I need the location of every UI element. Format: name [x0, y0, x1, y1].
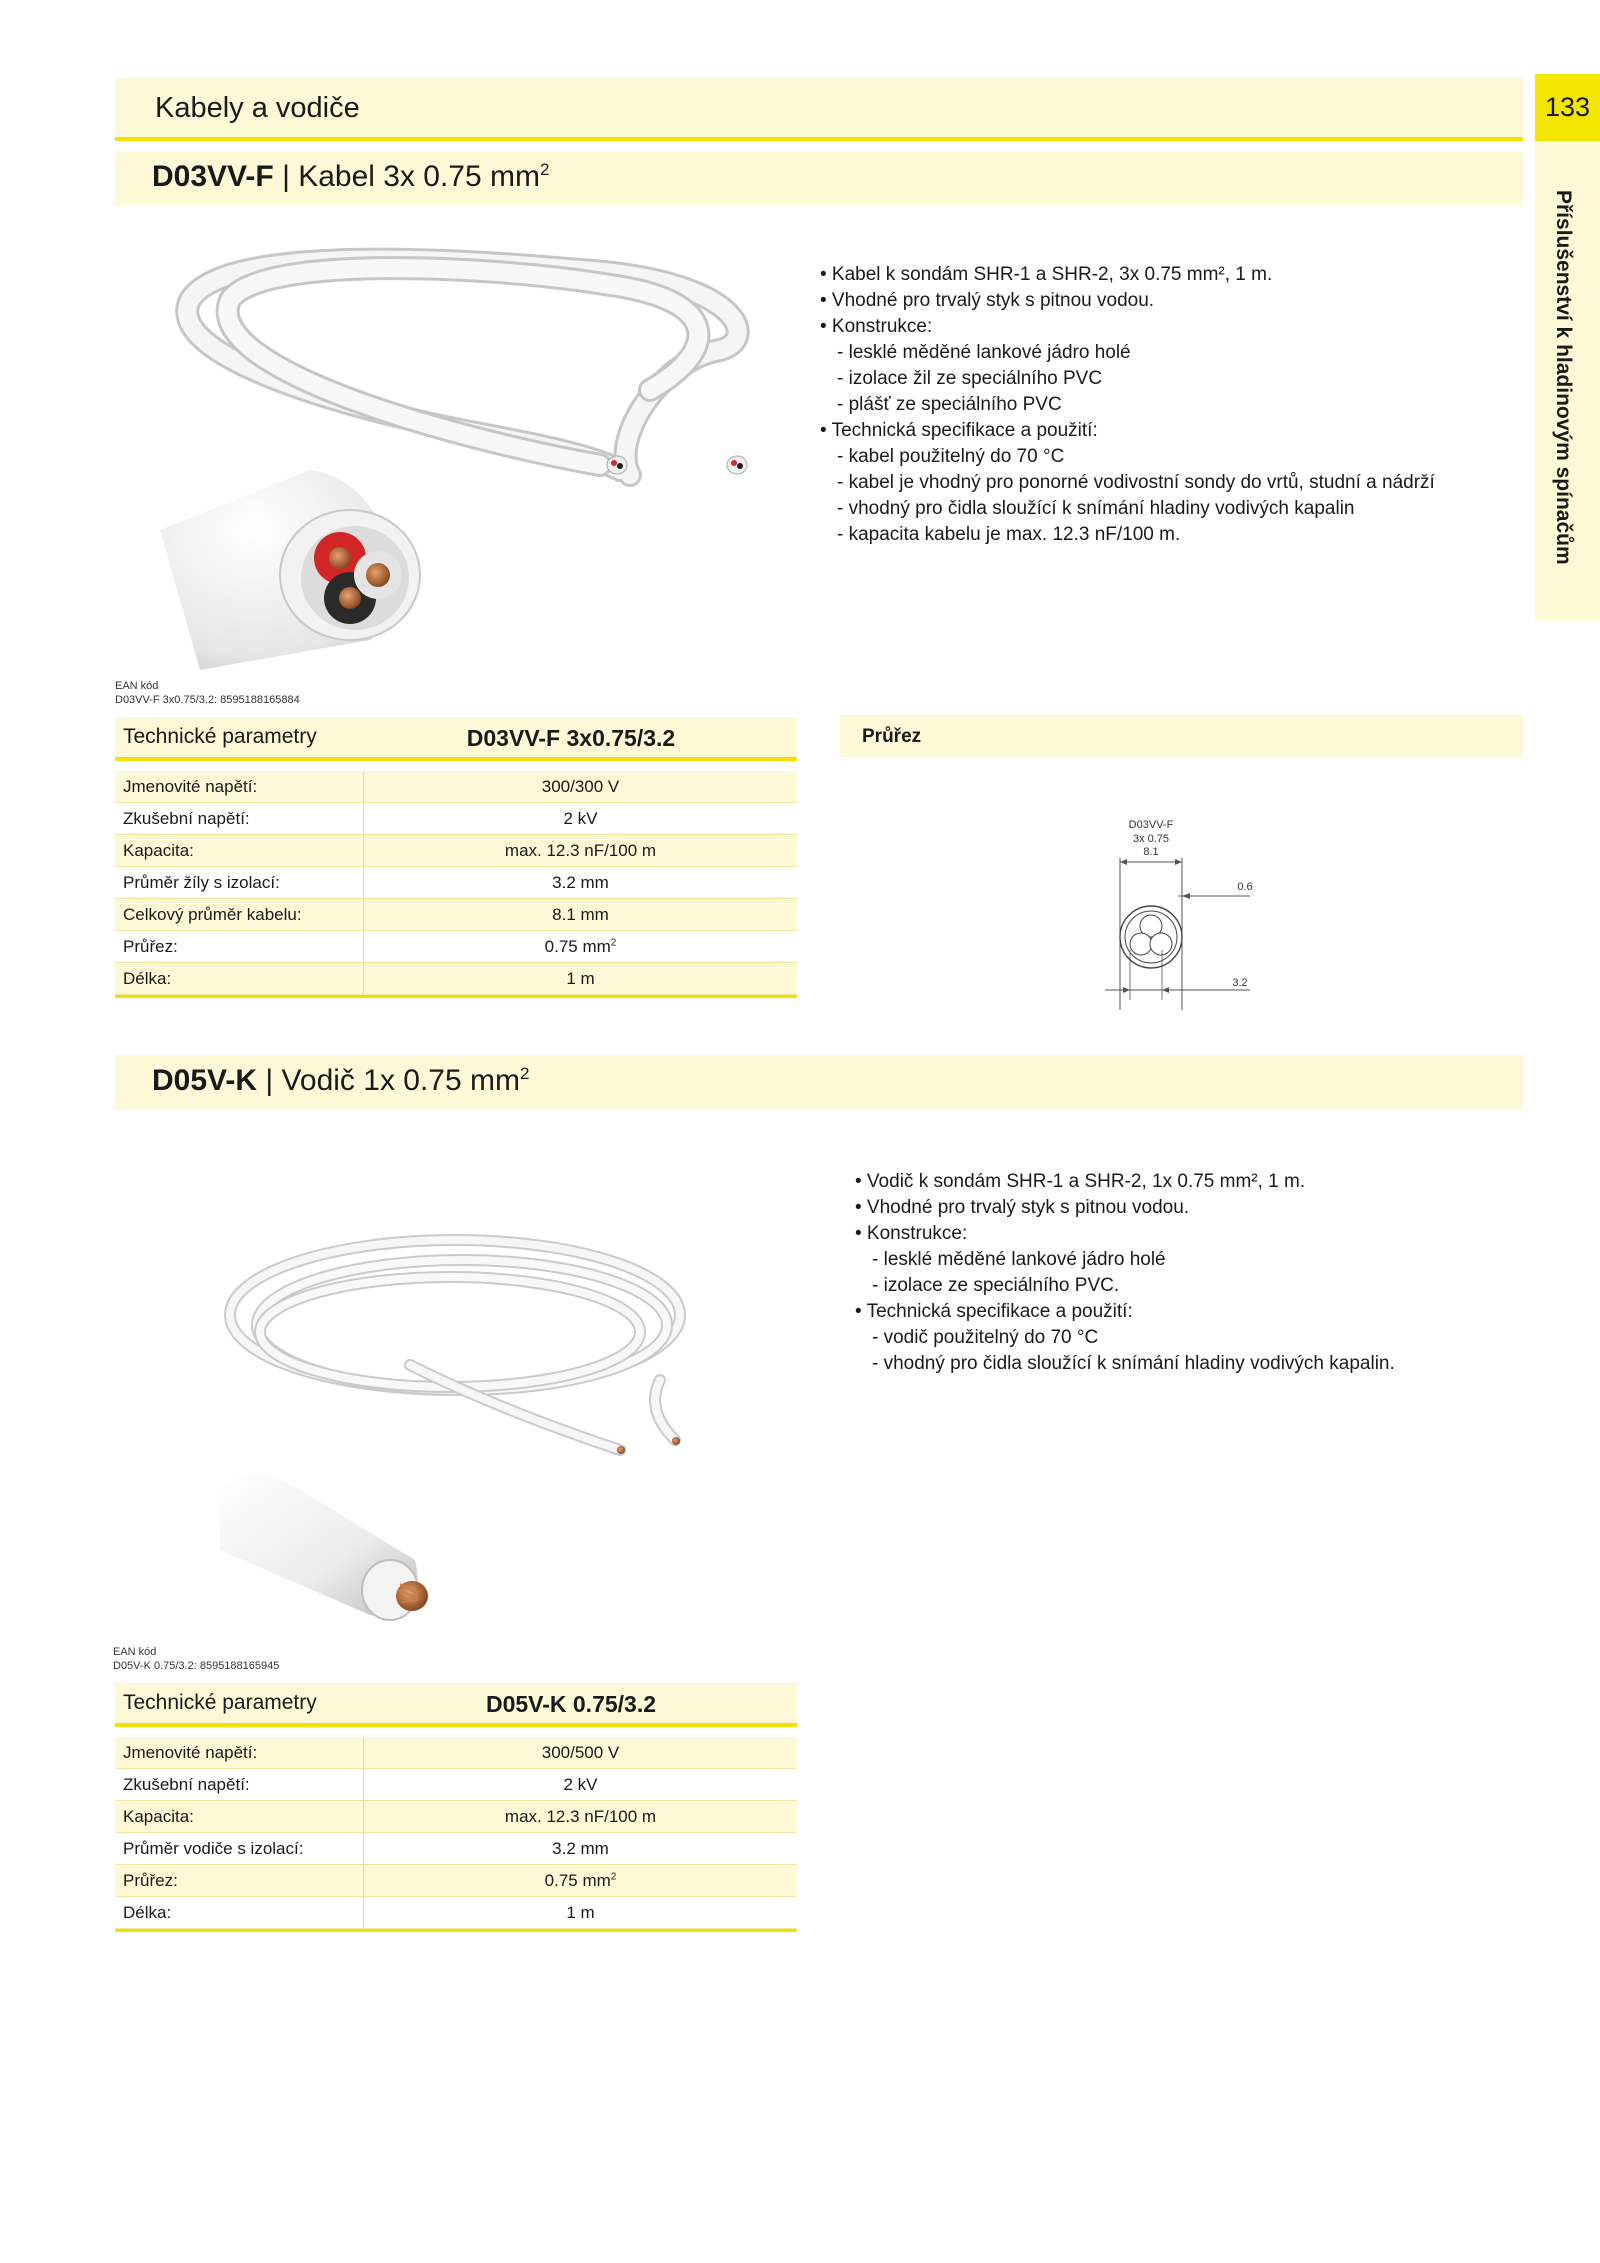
- table-row: Jmenovité napětí: 300/500 V: [115, 1737, 797, 1769]
- feature-subitem: - kabel použitelný do 70 °C: [837, 446, 1065, 467]
- cross-section-header-bar: [840, 715, 1523, 757]
- feature-item: • Konstrukce:: [855, 1223, 968, 1244]
- header-underline: [115, 137, 1523, 141]
- feature-subitem: - kabel je vhodný pro ponorné vodivostní sondy do vrtů, studní a nádrží: [837, 472, 1435, 493]
- table-row: Délka: 1 m: [115, 963, 797, 995]
- wire-single-core-image: [200, 1220, 740, 1640]
- feature-subitem: - kapacita kabelu je max. 12.3 nF/100 m.: [837, 524, 1181, 545]
- section2-ean: [113, 1645, 279, 1673]
- feature-subitem: - izolace žil ze speciálního PVC: [837, 368, 1103, 389]
- feature-subitem: - vhodný pro čidla sloužící k snímání hladiny vodivých kapalin.: [872, 1353, 1395, 1374]
- table-row: Průřez: 0.75 $mm^2$: [115, 931, 797, 963]
- ean-value: D05V-K 0.75/3.2: 8595188165945: [113, 1660, 280, 1672]
- section1-ean: [115, 679, 300, 707]
- table-row: Kapacita: max. 12.3 nF/100 m: [115, 1801, 797, 1833]
- dim-wall: 0.6: [1237, 881, 1253, 893]
- feature-item: • Vhodné pro trvalý styk s pitnou vodou.: [820, 290, 1155, 311]
- section1-separator: |: [282, 160, 290, 193]
- section1-code: D03VV-F: [152, 160, 274, 193]
- ean-label: EAN kód: [115, 680, 159, 692]
- feature-subitem: - izolace ze speciálního PVC.: [872, 1275, 1120, 1296]
- table-row: Průměr vodiče s izolací: 3.2 mm: [115, 1833, 797, 1865]
- ean-value: D03VV-F 3x0.75/3.2: 8595188165884: [115, 694, 300, 706]
- feature-item: • Kabel k sondám SHR-1 a SHR-2, 3x 0.75 mm², 1 m.: [820, 264, 1273, 285]
- page-title: Kabely a vodiče: [155, 92, 360, 124]
- cable-3core-image: [160, 240, 780, 670]
- table-row: Délka: 1 m: [115, 1897, 797, 1929]
- section2-code: D05V-K: [152, 1064, 258, 1097]
- ean-label: EAN kód: [113, 1646, 157, 1658]
- cross-section-label: D03VV-F: [1128, 819, 1174, 831]
- dim-core: 3.2: [1232, 977, 1248, 989]
- table-header-left: Technické parametry: [123, 1691, 317, 1714]
- feature-subitem: - lesklé měděné lankové jádro holé: [837, 342, 1131, 363]
- section1-features: [820, 262, 1435, 548]
- table-header-right: D05V-K 0.75/3.2: [485, 1691, 657, 1717]
- table-row: Zkušební napětí: 2 kV: [115, 803, 797, 835]
- table-header: [115, 717, 797, 761]
- table-row: Celkový průměr kabelu: 8.1 mm: [115, 899, 797, 931]
- table-header: [115, 1683, 797, 1727]
- feature-item: • Technická specifikace a použití:: [820, 420, 1098, 441]
- cross-section-drawing: [1090, 810, 1270, 1010]
- section2-name-sup: 2: [519, 1064, 530, 1083]
- feature-subitem: - vhodný pro čidla sloužící k snímání hladiny vodivých kapalin: [837, 498, 1355, 519]
- table-header-left: Technické parametry: [123, 725, 317, 748]
- table-row: Jmenovité napětí: 300/300 V: [115, 771, 797, 803]
- table-row: Průměr žíly s izolací: 3.2 mm: [115, 867, 797, 899]
- page-number: 133: [1535, 74, 1600, 141]
- section1-name: Kabel 3x 0.75 mm: [298, 160, 540, 193]
- table-row: Průřez: 0.75 $mm^2$: [115, 1865, 797, 1897]
- feature-subitem: - lesklé měděné lankové jádro holé: [872, 1249, 1166, 1270]
- section2-title: [152, 1064, 529, 1098]
- table-header-right: D03VV-F 3x0.75/3.2: [466, 725, 676, 751]
- section2-features: [855, 1169, 1395, 1377]
- section2-name: Vodič 1x 0.75 mm: [281, 1064, 520, 1097]
- feature-item: • Vhodné pro trvalý styk s pitnou vodou.: [855, 1197, 1190, 1218]
- feature-item: • Konstrukce:: [820, 316, 933, 337]
- table-row: Kapacita: max. 12.3 nF/100 m: [115, 835, 797, 867]
- feature-subitem: - plášť ze speciálního PVC: [837, 394, 1062, 415]
- cross-section-title: Průřez: [862, 726, 922, 747]
- section2-separator: |: [265, 1064, 274, 1097]
- side-tab-label: Příslušenství k hladinovým spínačům: [1552, 190, 1575, 565]
- section1-title: [152, 160, 549, 194]
- section1-params-table: [115, 717, 797, 998]
- cross-section-sublabel: 3x 0.75: [1132, 833, 1170, 845]
- dim-outer: 8.1: [1143, 846, 1159, 858]
- feature-item: • Technická specifikace a použití:: [855, 1301, 1133, 1322]
- section2-params-table: [115, 1683, 797, 1932]
- feature-subitem: - vodič použitelný do 70 °C: [872, 1327, 1099, 1348]
- section1-name-sup: 2: [540, 160, 550, 179]
- feature-item: • Vodič k sondám SHR-1 a SHR-2, 1x 0.75 mm², 1 m.: [855, 1171, 1306, 1192]
- table-row: Zkušební napětí: 2 kV: [115, 1769, 797, 1801]
